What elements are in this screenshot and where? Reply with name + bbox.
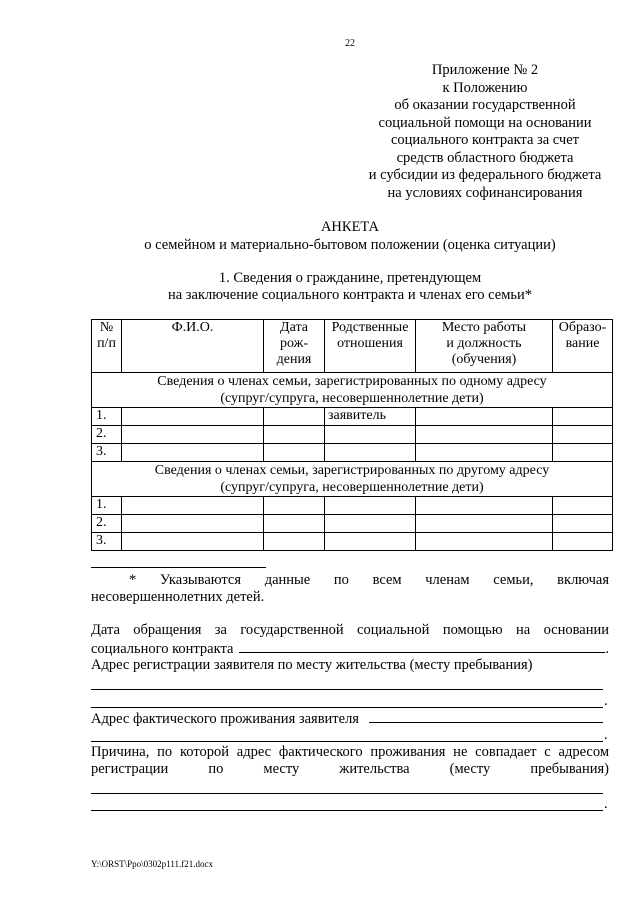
table-row [92, 408, 613, 426]
form-title: АНКЕТА [320, 219, 380, 235]
appendix-line: социальной помощи на основании [378, 114, 592, 131]
group1-heading [92, 373, 613, 408]
reason-line-2[interactable] [91, 810, 603, 811]
cell-work[interactable] [416, 426, 553, 444]
cell-education[interactable] [553, 408, 613, 426]
cell-relation[interactable] [325, 426, 416, 444]
table-row [92, 444, 613, 462]
request-date-label-2: социального контракта [91, 641, 234, 657]
section-title-line: на заключение социального контракта и членах его семьи* [167, 287, 533, 303]
family-table [91, 319, 613, 551]
section-title [0, 270, 640, 304]
cell-name[interactable] [122, 497, 264, 515]
appendix-line: на условиях софинансирования [387, 184, 583, 201]
form-title-block [0, 218, 640, 254]
cell-relation[interactable] [325, 497, 416, 515]
header-education [553, 320, 613, 373]
cell-relation[interactable]: заявитель [325, 408, 416, 426]
header-text: отношения [337, 336, 403, 351]
cell-work[interactable] [416, 533, 553, 551]
header-text: вание [565, 336, 600, 351]
group-heading-line: (супруг/супруга, несовершеннолетние дети) [220, 480, 484, 495]
cell-dob[interactable] [264, 426, 325, 444]
cell-num: 1. [92, 408, 122, 426]
header-text: дения [276, 352, 312, 367]
footnote [91, 572, 609, 606]
cell-education[interactable] [553, 426, 613, 444]
request-date-field [91, 622, 609, 658]
request-date-input-line[interactable] [239, 639, 605, 653]
actual-address-label: Адрес фактического проживания заявителя [91, 711, 359, 727]
group-heading-line: (супруг/супруга, несовершеннолетние дети) [220, 391, 484, 406]
period: . [604, 796, 608, 812]
registration-address-line-2[interactable] [91, 707, 603, 708]
reason-field [91, 744, 609, 778]
reason-line-1[interactable] [91, 793, 603, 794]
period: . [604, 693, 608, 709]
page-number: 22 [345, 38, 355, 49]
appendix-line: Приложение № 2 [431, 62, 539, 78]
actual-address-line-2[interactable] [91, 741, 603, 742]
reason-label-2: регистрации по месту жительства (месту пребывания) [91, 761, 609, 777]
cell-work[interactable] [416, 408, 553, 426]
appendix-line: и субсидии из федерального бюджета [368, 167, 602, 183]
group-header-row [92, 462, 613, 497]
cell-relation[interactable] [325, 533, 416, 551]
footnote-line: * Указываются данные по всем членам семьи, включая [129, 572, 609, 588]
appendix-line: об оказании государственной [394, 97, 576, 113]
cell-dob[interactable] [264, 533, 325, 551]
header-text: Родственные [331, 320, 409, 335]
registration-address-line-1[interactable] [91, 689, 603, 690]
actual-address-input-line[interactable] [369, 709, 603, 723]
cell-num: 3. [92, 533, 122, 551]
cell-dob[interactable] [264, 444, 325, 462]
header-text: Ф.И.О. [171, 320, 214, 335]
cell-name[interactable] [122, 444, 264, 462]
registration-address-label: Адрес регистрации заявителя по месту жительства (месту пребывания) [91, 657, 533, 673]
file-path: Y:\ORST\Ppo\0302p111.f21.docx [91, 859, 214, 869]
reason-label: Причина, по которой адрес фактического проживания не совпадает с адресом [91, 744, 609, 760]
appendix-line: социального контракта за счет [390, 132, 580, 148]
cell-work[interactable] [416, 497, 553, 515]
section-title-line: 1. Сведения о гражданине, претендующем [218, 270, 482, 286]
appendix-line: к Положению [442, 79, 528, 96]
cell-num: 1. [92, 497, 122, 515]
table-row [92, 497, 613, 515]
cell-num: 3. [92, 444, 122, 462]
table-header-row [92, 320, 613, 373]
header-text: Дата [280, 320, 308, 335]
cell-education[interactable] [553, 515, 613, 533]
cell-name[interactable] [122, 426, 264, 444]
cell-name[interactable] [122, 408, 264, 426]
header-num [92, 320, 122, 373]
cell-education[interactable] [553, 497, 613, 515]
footnote-divider [91, 567, 266, 568]
table-row [92, 515, 613, 533]
cell-num: 2. [92, 426, 122, 444]
header-text: рож- [280, 336, 308, 351]
header-text: Место работы [441, 320, 527, 335]
cell-education[interactable] [553, 444, 613, 462]
table-row [92, 426, 613, 444]
cell-num: 2. [92, 515, 122, 533]
table-row [92, 533, 613, 551]
cell-name[interactable] [122, 515, 264, 533]
request-date-label: Дата обращения за государственной социальной помощью на основании [91, 622, 609, 638]
cell-work[interactable] [416, 515, 553, 533]
cell-name[interactable] [122, 533, 264, 551]
cell-work[interactable] [416, 444, 553, 462]
group-heading-line: Сведения о членах семьи, зарегистрированных по одному адресу [157, 374, 547, 389]
header-text: и должность [446, 336, 522, 351]
header-text: п/п [97, 336, 116, 351]
form-subtitle: о семейном и материально-бытовом положении (оценка ситуации) [144, 237, 556, 253]
header-name [122, 320, 264, 373]
header-text: (обучения) [451, 352, 517, 367]
cell-education[interactable] [553, 533, 613, 551]
cell-dob[interactable] [264, 497, 325, 515]
group-header-row [92, 373, 613, 408]
header-text: № [99, 320, 114, 335]
period: . [604, 727, 608, 743]
header-dob [264, 320, 325, 373]
header-text: Образо- [558, 320, 607, 335]
period: . [605, 641, 609, 657]
cell-dob[interactable] [264, 408, 325, 426]
appendix-header [340, 62, 630, 202]
appendix-line: средств областного бюджета [396, 149, 574, 166]
header-relation [325, 320, 416, 373]
group2-heading [92, 462, 613, 497]
cell-relation[interactable] [325, 515, 416, 533]
header-work [416, 320, 553, 373]
footnote-line: несовершеннолетних детей. [91, 589, 265, 605]
cell-relation[interactable] [325, 444, 416, 462]
cell-dob[interactable] [264, 515, 325, 533]
group-heading-line: Сведения о членах семьи, зарегистрированных по другому адресу [154, 463, 550, 478]
actual-address-field [91, 709, 609, 728]
